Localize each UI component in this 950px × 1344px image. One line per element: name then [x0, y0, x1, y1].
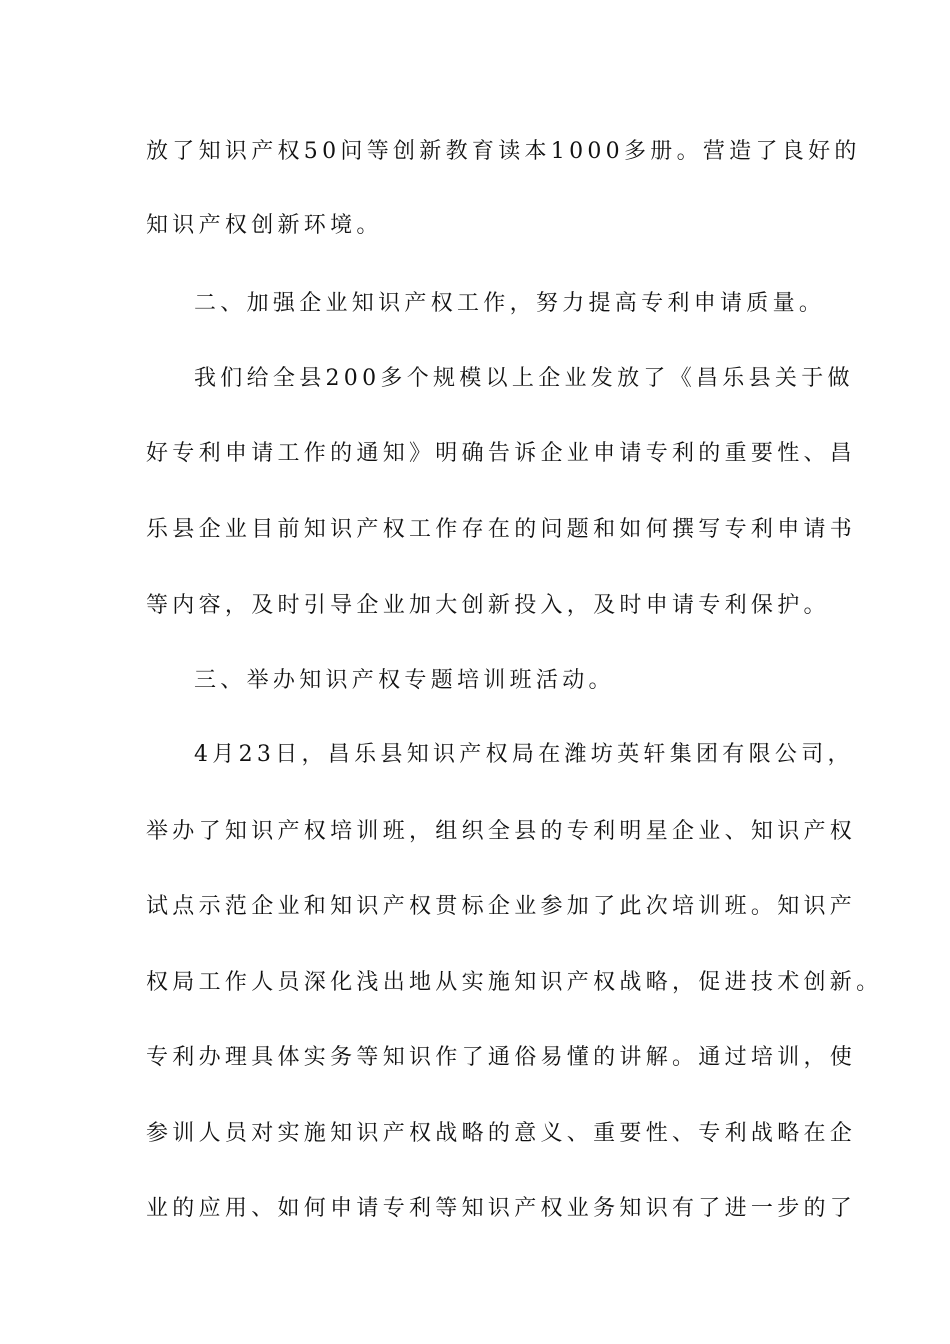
text-line-11: 试点示范企业和知识产权贯标企业参加了此次培训班。知识产 — [146, 894, 857, 919]
text-line-12: 权局工作人员深化浅出地从实施知识产权战略，促进技术创新。 — [146, 970, 883, 995]
text-line-1: 放了知识产权50问等创新教育读本1000多册。营造了良好的 — [146, 139, 861, 164]
text-line-6: 乐县企业目前知识产权工作存在的问题和如何撰写专利申请书 — [146, 517, 857, 542]
text-line-15: 业的应用、如何申请专利等知识产权业务知识有了进一步的了 — [146, 1196, 857, 1221]
text-line-9: 4月23日，昌乐县知识产权局在潍坊英轩集团有限公司， — [194, 742, 854, 767]
text-line-13: 专利办理具体实务等知识作了通俗易懂的讲解。通过培训，使 — [146, 1045, 857, 1070]
section-heading-3: 三、举办知识产权专题培训班活动。 — [194, 668, 615, 693]
text-line-4: 我们给全县200多个规模以上企业发放了《昌乐县关于做 — [194, 366, 854, 391]
text-line-7: 等内容，及时引导企业加大创新投入，及时申请专利保护。 — [146, 593, 830, 618]
text-line-5: 好专利申请工作的通知》明确告诉企业申请专利的重要性、昌 — [146, 441, 857, 466]
text-line-2: 知识产权创新环境。 — [146, 213, 383, 238]
section-heading-2: 二、加强企业知识产权工作，努力提高专利申请质量。 — [194, 291, 826, 316]
text-line-10: 举办了知识产权培训班，组织全县的专利明星企业、知识产权 — [146, 819, 857, 844]
text-line-14: 参训人员对实施知识产权战略的意义、重要性、专利战略在企 — [146, 1121, 857, 1146]
